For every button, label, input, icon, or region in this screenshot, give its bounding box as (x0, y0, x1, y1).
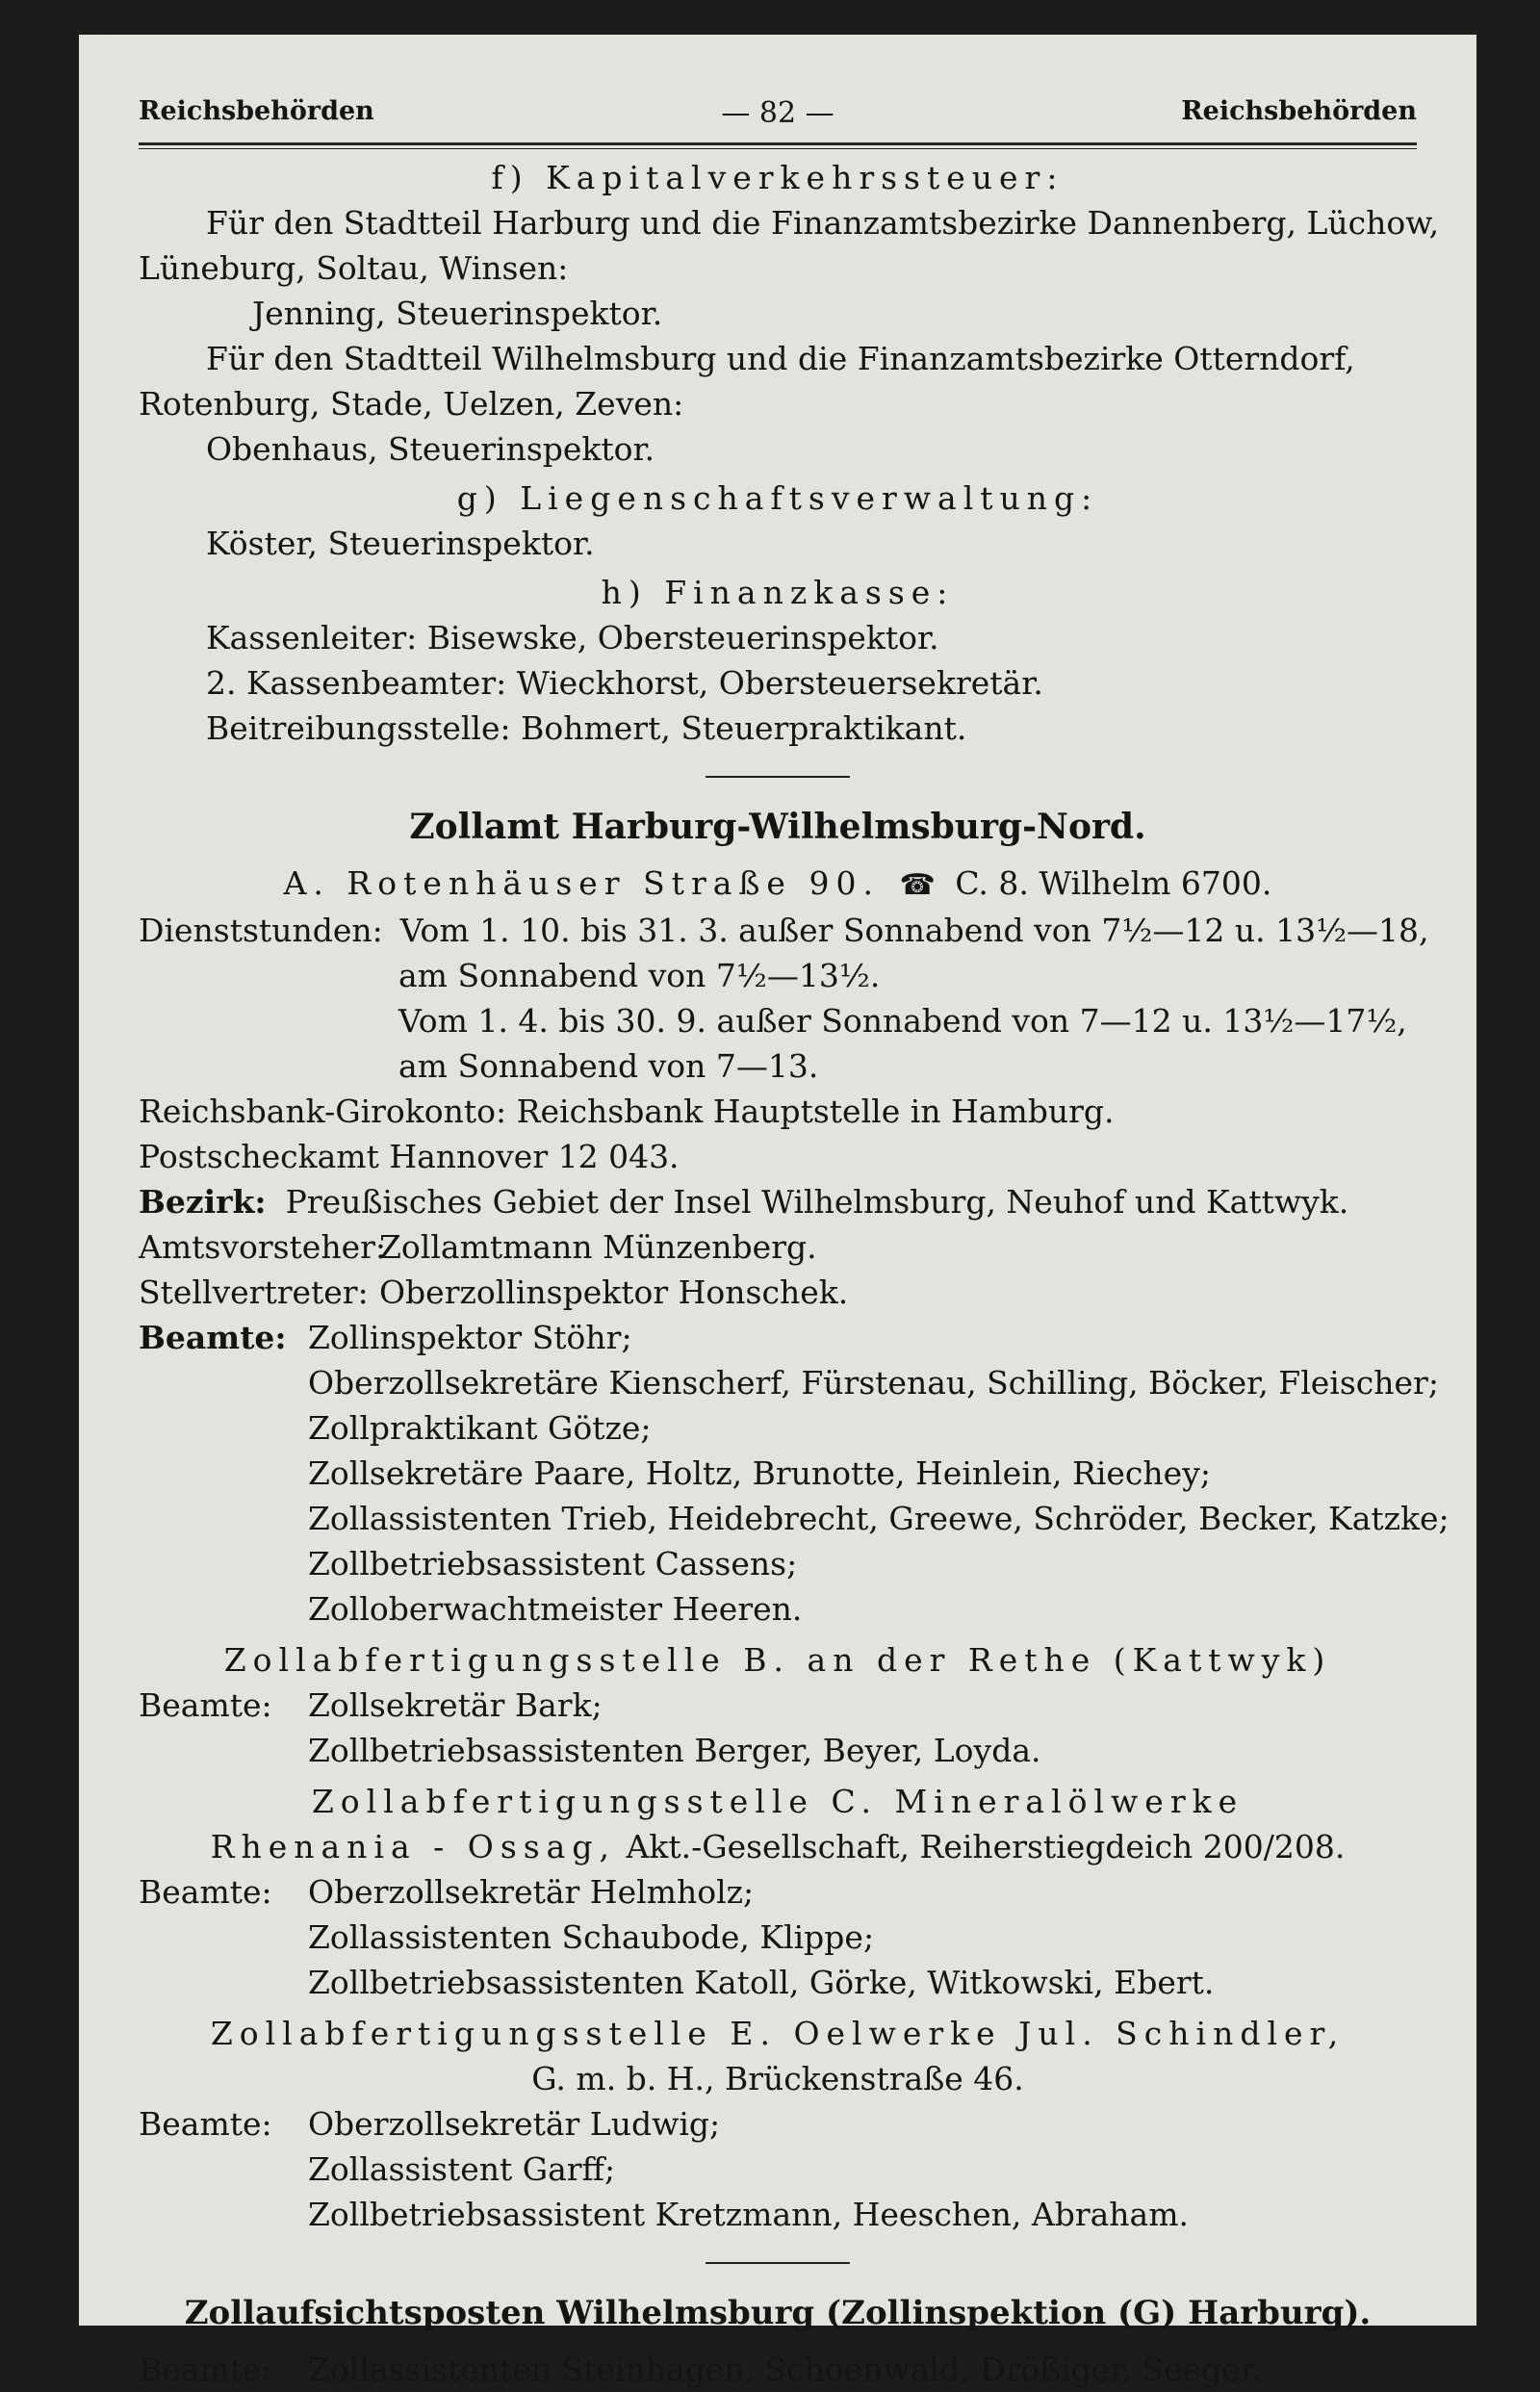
dienststunden-value: Vom 1. 10. bis 31. 3. außer Sonnabend von 7½—12 u. 13½—18, (399, 912, 1429, 949)
section-g-title: g) Liegenschaftsverwaltung: (456, 479, 1099, 517)
section-h-line: 2. Kassenbeamter: Wieckhorst, Obersteuersekretär. (206, 664, 1043, 702)
address-street: A. Rotenhäuser Straße 90. (283, 864, 880, 902)
running-head-right: Reichsbehörden (1181, 96, 1417, 126)
amtsvorsteher-value: Zollamtmann Münzenberg. (379, 1228, 817, 1266)
dienststunden-line: am Sonnabend von 7—13. (398, 1047, 819, 1085)
amtsvorsteher-row (139, 1224, 1417, 1270)
section-h-line: Kassenleiter: Bisewske, Obersteuerinspektor. (206, 619, 939, 656)
beamte-line: Zollassistent Garff; (308, 2150, 616, 2188)
stelle-c-subtitle (139, 1824, 1417, 1869)
running-head-left: Reichsbehörden (139, 96, 374, 126)
beamte-value: Oberzollsekretär Ludwig; (308, 2105, 721, 2143)
section-separator (706, 2262, 850, 2264)
section-f-line: Lüneburg, Soltau, Winsen: (139, 249, 569, 287)
section-f-line: Rotenburg, Stade, Uelzen, Zeven: (139, 385, 684, 423)
postscheck-line: Postscheckamt Hannover 12 043. (139, 1138, 680, 1175)
bezirk-row (139, 1179, 1417, 1224)
section-separator (706, 776, 850, 778)
beamte-line: Zollassistenten Schaubode, Klippe; (308, 1918, 875, 1956)
stelle-b-beamte-row (139, 1683, 1417, 1728)
beamte-value: Zollinspektor Stöhr; (308, 1319, 632, 1356)
zollamt-title: Zollamt Harburg-Wilhelmsburg-Nord. (409, 807, 1146, 847)
address-phone: C. 8. Wilhelm 6700. (955, 864, 1272, 902)
bezirk-label: Bezirk: (139, 1183, 267, 1221)
posten-title: Zollaufsichtsposten Wilhelmsburg (Zollinspektion (G) Harburg). (184, 2294, 1372, 2332)
zollamt-address (139, 861, 1417, 908)
beamte-line: Zolloberwachtmeister Heeren. (308, 1590, 803, 1628)
beamte-line: Oberzollsekretäre Kienscherf, Fürstenau, Schilling, Böcker, Fleischer; (308, 1364, 1439, 1402)
stelle-c-beamte-row (139, 1869, 1417, 1915)
stelle-c-company: Rhenania - Ossag, (210, 1828, 616, 1865)
beamte-line: Zollbetriebsassistenten Berger, Beyer, Loyda. (308, 1732, 1041, 1769)
stelle-e-beamte-row (139, 2101, 1417, 2147)
section-g-line: Köster, Steuerinspektor. (206, 525, 595, 562)
beamte-label: Beamte: (139, 1686, 272, 1724)
beamte-value: Zollsekretär Bark; (308, 1686, 603, 1724)
stelle-e-title: Zollabfertigungsstelle E. Oelwerke Jul. Schindler, (210, 2015, 1346, 2052)
beamte-label: Beamte: (139, 2105, 272, 2143)
beamte-line: Zollsekretäre Paare, Holtz, Brunotte, Heinlein, Riechey; (308, 1454, 1211, 1492)
section-f-line: Obenhaus, Steuerinspektor. (206, 430, 655, 468)
beamte-line: Zollbetriebsassistenten Katoll, Görke, Witkowski, Ebert. (308, 1964, 1215, 2001)
page-header (139, 92, 1417, 135)
section-h-title: h) Finanzkasse: (601, 574, 955, 611)
beamte-label: Beamte: (139, 2351, 272, 2388)
section-f-line: Jenning, Steuerinspektor. (252, 295, 663, 332)
section-f-line: Für den Stadtteil Harburg und die Finanzamtsbezirke Dannenberg, Lüchow, (206, 204, 1440, 242)
document-page (79, 35, 1476, 2388)
dienststunden-line: am Sonnabend von 7½—13½. (398, 957, 881, 994)
header-rule (139, 142, 1417, 149)
section-f-line: Für den Stadtteil Wilhelmsburg und die Finanzamtsbezirke Otterndorf, (206, 340, 1355, 377)
beamte-row (139, 1315, 1417, 1360)
stellvertreter-value: Oberzollinspektor Honschek. (379, 1273, 849, 1311)
dienststunden-row (139, 908, 1429, 953)
section-h-line: Beitreibungsstelle: Bohmert, Steuerpraktikant. (206, 709, 967, 747)
stelle-b-title: Zollabfertigungsstelle B. an der Rethe (Kattwyk) (223, 1641, 1332, 1679)
stellvertreter-label: Stellvertreter: (139, 1273, 369, 1311)
section-f-title: f) Kapitalverkehrssteuer: (491, 159, 1065, 196)
beamte-value: Oberzollsekretär Helmholz; (308, 1873, 755, 1911)
stellvertreter-row (139, 1270, 1417, 1315)
beamte-line: Zollassistenten Trieb, Heidebrecht, Greewe, Schröder, Becker, Katzke; (308, 1500, 1450, 1537)
beamte-label: Beamte: (139, 1319, 287, 1356)
beamte-line: Zollbetriebsassistent Cassens; (308, 1545, 798, 1582)
stelle-e-subtitle: G. m. b. H., Brückenstraße 46. (531, 2060, 1024, 2097)
dienststunden-label: Dienststunden: (139, 912, 383, 949)
beamte-value: Zollassistenten Steinhagen, Schoenwald, Drößiger, Seeger. (308, 2351, 1263, 2388)
beamte-label: Beamte: (139, 1873, 272, 1911)
telephone-icon: ☎ (899, 868, 936, 902)
beamte-line: Zollbetriebsassistent Kretzmann, Heeschen, Abraham. (308, 2196, 1190, 2233)
amtsvorsteher-label: Amtsvorsteher: (139, 1228, 387, 1266)
dienststunden-line: Vom 1. 4. bis 30. 9. außer Sonnabend von 7—12 u. 13½—17½, (398, 1002, 1407, 1040)
girokonto-line: Reichsbank-Girokonto: Reichsbank Hauptstelle in Hamburg. (139, 1093, 1115, 1130)
stelle-c-title: Zollabfertigungsstelle C. Mineralölwerke (311, 1783, 1245, 1820)
stelle-c-address: Akt.-Gesellschaft, Reiherstiegdeich 200/208. (626, 1828, 1346, 1865)
page-number: — 82 — (721, 96, 834, 130)
beamte-line: Zollpraktikant Götze; (308, 1409, 652, 1447)
bezirk-value: Preußisches Gebiet der Insel Wilhelmsburg, Neuhof und Kattwyk. (285, 1183, 1349, 1221)
